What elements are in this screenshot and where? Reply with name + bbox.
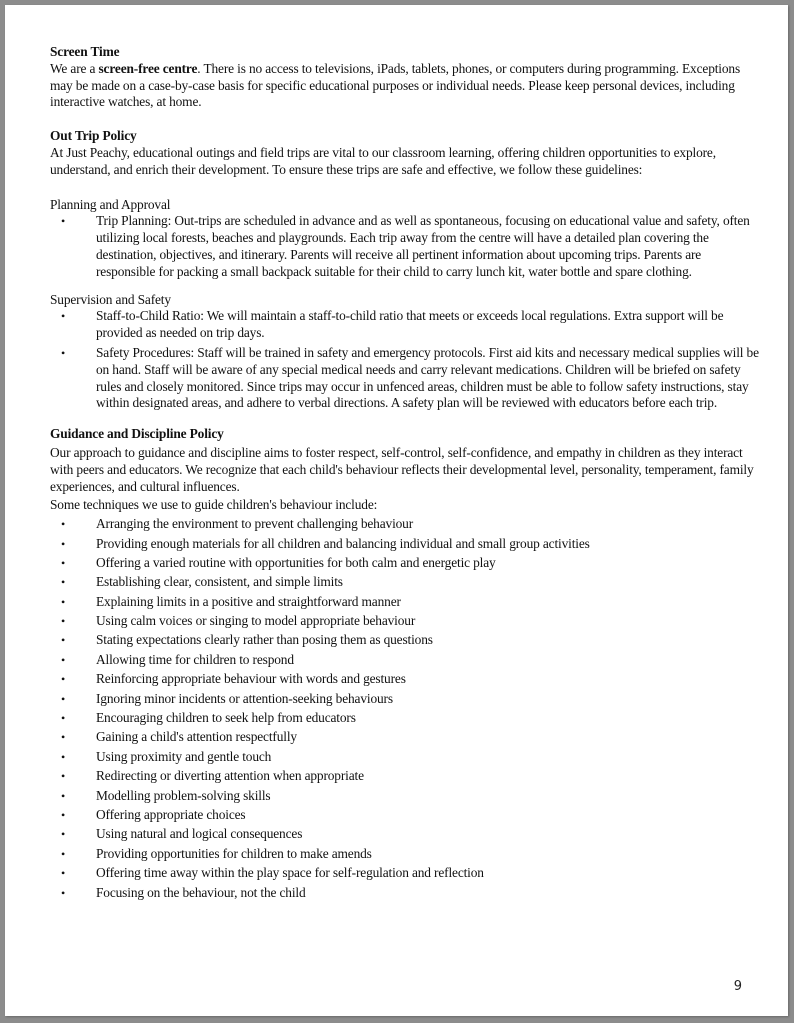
spacer — [50, 111, 760, 128]
screen-time-heading: Screen Time — [50, 44, 120, 59]
list-item: • Establishing clear, consistent, and simple limits — [61, 574, 343, 590]
bullet-icon: • — [61, 672, 66, 687]
page-number: 9 — [733, 979, 742, 994]
out-trip-section — [50, 128, 760, 412]
page-content — [50, 44, 760, 904]
screen-time-paragraph — [50, 61, 760, 111]
list-item: • Redirecting or diverting attention when appropriate — [61, 768, 364, 784]
list-item: • Modelling problem-solving skills — [61, 787, 271, 803]
bullet-icon: • — [61, 614, 66, 629]
guidance-intro: Our approach to guidance and discipline aims to foster respect, self-control, self-confidence, and empathy in children as they interact with peers and educators. We recognize that each child's behaviour reflects their developmental level, personality, temperament, family experiences, and cultural influences. — [50, 444, 754, 494]
list-item: • Safety Procedures: Staff will be trained in safety and emergency protocols. First aid kits and necessary medical supplies will be on hand. Staff will be aware of any special medical needs and carry relevant medications. Children will be briefed on safety rules and closely monitored. Since trips may occur in unfenced areas, children must be able to follow safety instructions, stay within designated areas, and adhere to verbal directions. A safety plan will be reviewed with educators before each trip. — [61, 344, 759, 411]
list-item: • Staff-to-Child Ratio: We will maintain a staff-to-child ratio that meets or exceeds local regulations. Extra support will be provided as needed on trip days. — [61, 308, 724, 341]
list-item: • Trip Planning: Out-trips are scheduled in advance and as well as spontaneous, focusing on educational value and safety, often utilizing local forests, beaches and playgrounds. Each trip away from the centre will have a detailed plan covering the destination, objectives, and itinerary. Parents will receive all pertinent information about upcoming trips. Parents are responsible for packing a small backpack suitable for their child to carry lunch kit, water bottle and spare clothing. — [61, 213, 750, 279]
bullet-icon: • — [61, 846, 66, 861]
bullet-icon: • — [61, 345, 66, 360]
bullet-icon: • — [61, 827, 66, 842]
spacer — [50, 415, 760, 426]
list-item: • Offering appropriate choices — [61, 806, 246, 822]
list-item: • Gaining a child's attention respectfully — [61, 729, 297, 745]
planning-approval-subheading: Planning and Approval — [50, 196, 171, 212]
bullet-icon: • — [61, 555, 66, 570]
bullet-icon: • — [61, 517, 66, 532]
bullet-icon: • — [61, 214, 66, 229]
list-item: • Providing opportunities for children to make amends — [61, 845, 372, 861]
bullet-icon: • — [61, 309, 66, 324]
list-item: • Encouraging children to seek help from educators — [61, 710, 356, 726]
screen-time-section — [50, 44, 760, 111]
list-item: • Offering a varied routine with opportunities for both calm and energetic play — [61, 554, 496, 570]
bullet-icon: • — [61, 691, 66, 706]
out-trip-intro: At Just Peachy, educational outings and field trips are vital to our classroom learning, offering children opportunities to explore, understand, and enrich their development. To ensure these trips are safe and effective, we follow these guidelines: — [50, 144, 716, 177]
bullet-icon: • — [61, 575, 66, 590]
techniques-list — [50, 516, 760, 901]
list-item: • Using proximity and gentle touch — [61, 748, 272, 764]
screen-time-rest: . There is no access to televisions, iPads, tablets, phones, or computers during programming. Exceptions may be made on a case-by-case basis for specific educational purposes or individual needs. Please keep personal devices, including interactive watches, at home. — [50, 60, 741, 110]
list-item: • Explaining limits in a positive and straightforward manner — [61, 593, 401, 609]
supervision-safety-subheading: Supervision and Safety — [50, 291, 171, 307]
techniques-lead: Some techniques we use to guide children's behaviour include: — [50, 497, 378, 513]
bullet-icon: • — [61, 711, 66, 726]
list-item: • Providing enough materials for all children and balancing individual and small group activities — [61, 535, 590, 551]
list-item: • Stating expectations clearly rather than posing them as questions — [61, 632, 433, 648]
bullet-icon: • — [61, 807, 66, 822]
bullet-icon: • — [61, 788, 66, 803]
bullet-icon: • — [61, 633, 66, 648]
list-item: • Focusing on the behaviour, not the child — [61, 884, 306, 900]
bullet-icon: • — [61, 536, 66, 551]
bullet-icon: • — [61, 652, 66, 667]
planning-approval-list — [50, 213, 760, 280]
document-page — [5, 5, 788, 1016]
list-item: • Reinforcing appropriate behaviour with words and gestures — [61, 671, 406, 687]
spacer — [50, 284, 760, 292]
bullet-icon: • — [61, 749, 66, 764]
guidance-section — [50, 426, 760, 901]
bullet-icon: • — [61, 730, 66, 745]
list-item: • Offering time away within the play space for self-regulation and reflection — [61, 865, 484, 881]
list-item: • Using calm voices or singing to model appropriate behaviour — [61, 613, 416, 629]
bullet-icon: • — [61, 885, 66, 900]
spacer — [50, 179, 760, 197]
bullet-icon: • — [61, 594, 66, 609]
bullet-icon: • — [61, 769, 66, 784]
supervision-safety-list — [50, 308, 760, 412]
guidance-heading: Guidance and Discipline Policy — [50, 426, 224, 442]
screen-free-emphasis: screen-free centre — [98, 60, 198, 76]
out-trip-heading: Out Trip Policy — [50, 128, 137, 144]
list-item: • Allowing time for children to respond — [61, 651, 294, 667]
list-item: • Using natural and logical consequences — [61, 826, 303, 842]
screen-time-prefix: We are a — [50, 60, 99, 76]
list-item: • Ignoring minor incidents or attention-seeking behaviours — [61, 690, 393, 706]
bullet-icon: • — [61, 866, 66, 881]
list-item: • Arranging the environment to prevent challenging behaviour — [61, 516, 414, 532]
